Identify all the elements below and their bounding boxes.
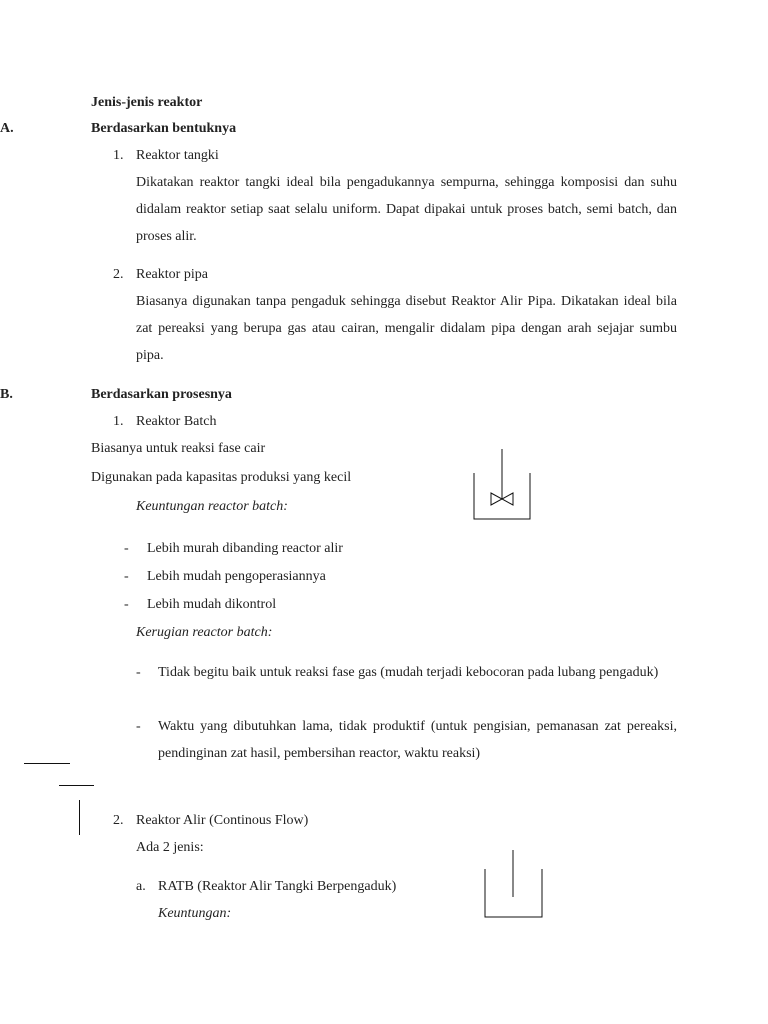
dash-marker: - (136, 719, 141, 734)
dash-marker: - (124, 569, 129, 584)
document-title: Jenis-jenis reaktor (91, 95, 203, 110)
item-b2a-name: RATB (Reaktor Alir Tangki Berpengaduk) (158, 879, 397, 894)
dash-marker: - (136, 665, 141, 680)
dash-marker: - (124, 541, 129, 556)
batch-line-2: Digunakan pada kapasitas produksi yang kecil (91, 470, 352, 485)
item-b1-name: Reaktor Batch (136, 414, 217, 429)
dash-marker: - (124, 597, 129, 612)
batch-reactor-diagram (472, 448, 532, 520)
item-b1-number: 1. (113, 414, 124, 429)
advantage-3: Lebih mudah dikontrol (147, 597, 277, 612)
batch-advantages-title: Keuntungan reactor batch: (136, 499, 288, 514)
advantage-1: Lebih murah dibanding reactor alir (147, 541, 343, 556)
disadvantage-2: Waktu yang dibutuhkan lama, tidak produktif (untuk pengisian, pemanasan zat pereaksi, pendinginan zat hasil, pembersihan reactor, waktu reaksi) (158, 719, 677, 761)
item-a2-number: 2. (113, 267, 124, 282)
section-a-heading: Berdasarkan bentuknya (91, 121, 237, 136)
item-b2a-letter: a. (136, 879, 146, 894)
item-a1-description: Dikatakan reaktor tangki ideal bila pengadukannya sempurna, sehingga komposisi dan suhu didalam reaktor setiap saat selalu uniform. Dapat dipakai untuk proses batch, semi batch, dan proses alir. (136, 175, 677, 244)
margin-line-horizontal-2 (59, 785, 94, 786)
margin-line-horizontal-1 (24, 763, 70, 764)
ratb-advantages-title: Keuntungan: (158, 906, 232, 921)
item-a1-number: 1. (113, 148, 124, 163)
section-b-letter: B. (0, 387, 13, 402)
section-a-letter: A. (0, 121, 14, 136)
item-b2-name: Reaktor Alir (Continous Flow) (136, 813, 309, 828)
margin-line-vertical (79, 800, 80, 835)
flow-subtitle: Ada 2 jenis: (136, 840, 204, 855)
batch-line-1: Biasanya untuk reaksi fase cair (91, 441, 266, 456)
section-b-heading: Berdasarkan prosesnya (91, 387, 232, 402)
disadvantage-1: Tidak begitu baik untuk reaksi fase gas (mudah terjadi kebocoran pada lubang pengaduk) (158, 665, 659, 680)
item-a2-description: Biasanya digunakan tanpa pengaduk sehingga disebut Reaktor Alir Pipa. Dikatakan ideal bila zat pereaksi yang berupa gas atau cairan, mengalir didalam pipa dengan arah sejajar sumbu pipa. (136, 294, 677, 363)
advantage-2: Lebih mudah pengoperasiannya (147, 569, 326, 584)
item-a1-name: Reaktor tangki (136, 148, 219, 163)
item-a2-name: Reaktor pipa (136, 267, 208, 282)
batch-disadvantages-title: Kerugian reactor batch: (136, 625, 273, 640)
item-b2-number: 2. (113, 813, 124, 828)
ratb-reactor-diagram (484, 849, 546, 919)
